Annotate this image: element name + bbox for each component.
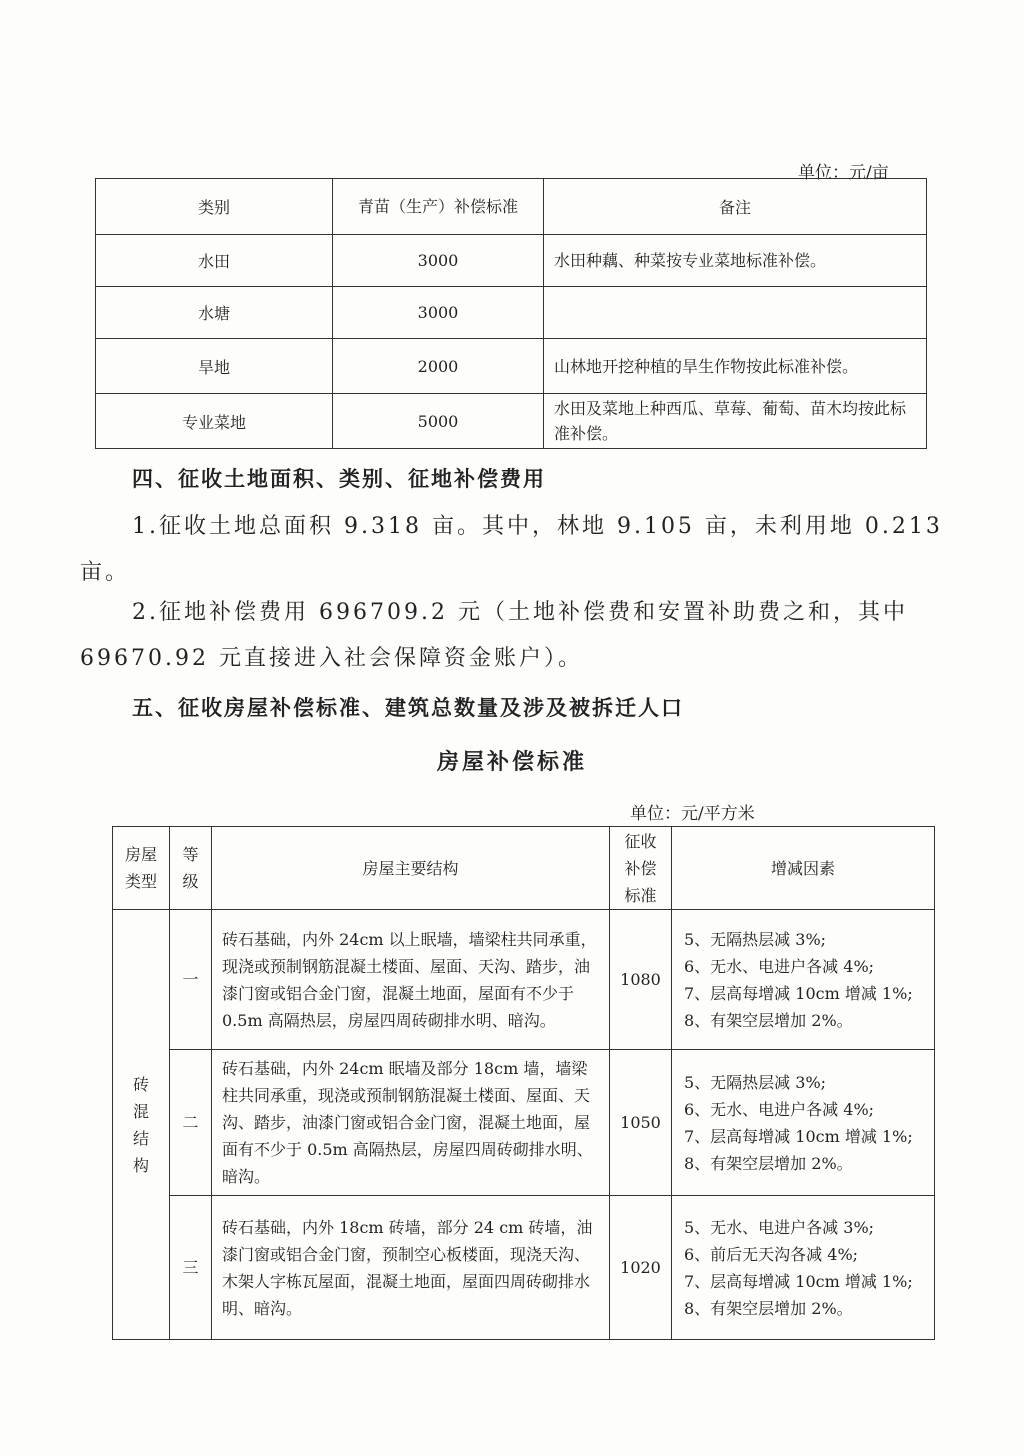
standard: 1050: [610, 1050, 672, 1196]
section-4-paragraph-1: 1.征收土地总面积 9.318 亩。其中，林地 9.105 亩，未利用地 0.213 亩。: [80, 514, 943, 585]
header-compensation-standard: 征收补偿标准: [610, 827, 672, 910]
crop-compensation-table: [95, 178, 927, 449]
table-row: [96, 235, 927, 287]
factor: 7、层高每增减 10cm 增减 1%;: [684, 1126, 913, 1146]
grade: 二: [170, 1050, 212, 1196]
standard: 1080: [610, 910, 672, 1050]
house-type-cell: [113, 910, 170, 1340]
crop-value: 2000: [333, 339, 544, 394]
section-4-heading: 四、征收土地面积、类别、征地补偿费用: [132, 466, 546, 491]
house-type: 砖混结构: [132, 1074, 149, 1175]
header-main-structure: 房屋主要结构: [212, 827, 610, 910]
header-category: 类别: [96, 179, 333, 235]
crop-table-unit: 单位：元/亩: [798, 163, 889, 183]
crop-value: 5000: [333, 394, 544, 449]
structure: 砖石基础，内外 24cm 眠墙及部分 18cm 墙，墙梁柱共同承重，现浇或预制钢筋混凝土楼面、屋面、天沟、踏步，油漆门窗或铝合金门窗，混凝土地面，屋面有不少于 0.5m 高隔热层，房屋四周砖砌排水明、暗沟。: [212, 1050, 610, 1196]
table-row: [96, 287, 927, 339]
header-house-type: 房屋类型: [113, 827, 170, 910]
crop-value: 3000: [333, 235, 544, 287]
crop-note: [544, 287, 927, 339]
table-row: [113, 910, 935, 1050]
factor: 8、有架空层增加 2%。: [684, 1298, 853, 1318]
factor: 5、无隔热层减 3%;: [684, 1072, 827, 1092]
grade: 三: [170, 1196, 212, 1340]
factors: [672, 910, 935, 1050]
house-table-unit: 单位：元/平方米: [630, 804, 755, 824]
factor: 8、有架空层增加 2%。: [684, 1010, 853, 1030]
factors: [672, 1196, 935, 1340]
grade: 一: [170, 910, 212, 1050]
structure: 砖石基础，内外 24cm 以上眠墙，墙梁柱共同承重，现浇或预制钢筋混凝土楼面、屋面、天沟、踏步，油漆门窗或铝合金门窗，混凝土地面，屋面有不少于 0.5m 高隔热层，房屋四周砖砌排水明、暗沟。: [212, 910, 610, 1050]
header-grade: 等级: [170, 827, 212, 910]
factor: 7、层高每增减 10cm 增减 1%;: [684, 983, 913, 1003]
factor: 8、有架空层增加 2%。: [684, 1153, 853, 1173]
crop-note: 水田种藕、种菜按专业菜地标准补偿。: [544, 235, 927, 287]
factor: 7、层高每增减 10cm 增减 1%;: [684, 1271, 913, 1291]
section-5-heading: 五、征收房屋补偿标准、建筑总数量及涉及被拆迁人口: [132, 695, 684, 720]
factor: 6、无水、电进户各减 4%;: [684, 956, 875, 976]
structure: 砖石基础，内外 18cm 砖墙，部分 24 cm 砖墙，油漆门窗或铝合金门窗，预制空心板楼面，现浇天沟、木架人字栋瓦屋面，混凝土地面，屋面四周砖砌排水明、暗沟。: [212, 1196, 610, 1340]
house-compensation-table: [112, 826, 935, 1340]
crop-note: 水田及菜地上种西瓜、草莓、葡萄、苗木均按此标准补偿。: [544, 394, 927, 449]
factor: 5、无水、电进户各减 3%;: [684, 1217, 875, 1237]
table-row: [96, 394, 927, 449]
crop-type: 旱地: [96, 339, 333, 394]
section-4-paragraph-2: 2.征地补偿费用 696709.2 元（土地补偿费和安置补助费之和，其中 69670.92 元直接进入社会保障资金账户）。: [80, 600, 908, 671]
table-row: [96, 339, 927, 394]
crop-value: 3000: [333, 287, 544, 339]
crop-type: 水田: [96, 235, 333, 287]
crop-note: 山林地开挖种植的旱生作物按此标准补偿。: [544, 339, 927, 394]
table-row: [113, 1196, 935, 1340]
header-crop-standard: 青苗（生产）补偿标准: [333, 179, 544, 235]
factor: 6、前后无天沟各减 4%;: [684, 1244, 859, 1264]
factor: 5、无隔热层减 3%;: [684, 929, 827, 949]
standard: 1020: [610, 1196, 672, 1340]
factor: 6、无水、电进户各减 4%;: [684, 1099, 875, 1119]
crop-type: 水塘: [96, 287, 333, 339]
table-row: [113, 1050, 935, 1196]
house-table-title: 房屋补偿标准: [436, 749, 587, 775]
crop-type: 专业菜地: [96, 394, 333, 449]
factors: [672, 1050, 935, 1196]
header-remarks: 备注: [544, 179, 927, 235]
header-adjustment-factors: 增减因素: [672, 827, 935, 910]
